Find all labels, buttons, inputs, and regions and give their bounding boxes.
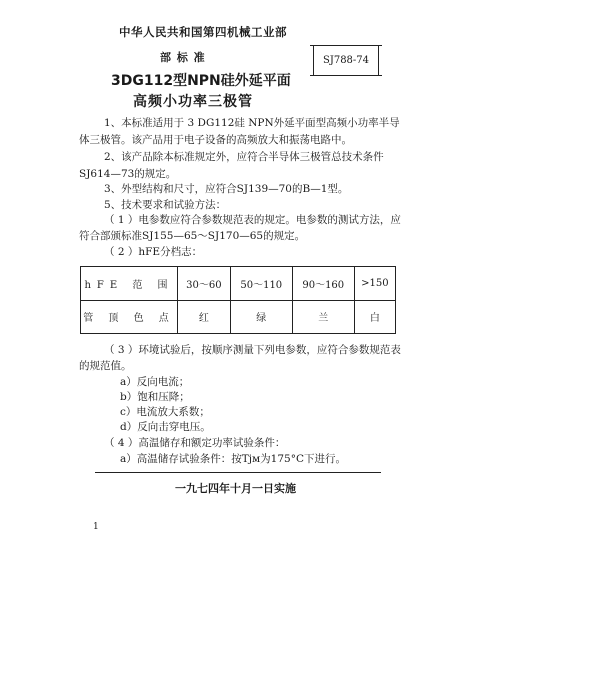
clause-1-line-1: 1、本标准适用于 3 DG112硅 NPN外延平面型高频小功率半导 [104, 117, 400, 129]
color-dot-cell: 红 [178, 300, 231, 334]
hfe-range-label: hFE 范 围 [81, 267, 178, 301]
clause-2-line-1: 2、该产品除本标准规定外，应符合半导体三极管总技术条件 [104, 151, 384, 163]
table-row [81, 267, 396, 301]
standard-code: SJ788-74 [322, 55, 370, 66]
clause-3: 3、外型结构和尺寸，应符合SJ139—70的B—1型。 [104, 183, 349, 195]
hfe-range-cell: 90～160 [292, 267, 354, 301]
list-item: a）反向电流； [120, 376, 190, 388]
hfe-range-cell: 50～110 [230, 267, 292, 301]
ministry-name: 中华人民共和国第四机械工业部 [119, 25, 287, 39]
color-dot-cell: 绿 [230, 300, 292, 334]
clause-1-line-2: 体三极管。该产品用于电子设备的高频放大和振荡电路中。 [79, 134, 352, 146]
color-dot-cell: 白 [354, 300, 395, 334]
standard-code-box [313, 45, 379, 76]
clause-5: 5、技术要求和试验方法： [104, 199, 227, 211]
clause-5-1-line-1: （ 1 ）电参数应符合参数规范表的规定。电参数的测试方法，应 [104, 214, 401, 226]
table-row [81, 300, 396, 334]
document-title-line-2: 高频小功率三极管 [133, 94, 253, 110]
document-title-line-1: 3DG112型NPN硅外延平面 [111, 73, 291, 89]
color-dot-label: 管 顶 色 点 [81, 300, 178, 334]
page-number: 1 [93, 522, 99, 532]
hfe-range-cell: 30～60 [178, 267, 231, 301]
clause-5-3-line-1: （ 3 ）环境试验后，按顺序测量下列电参数，应符合参数规范表 [104, 344, 401, 356]
clause-2-line-2: SJ614—73的规定。 [79, 168, 177, 180]
clause-5-1-line-2: 符合部颁标准SJ155—65～SJ170—65的规定。 [79, 230, 306, 242]
standard-level: 部 标 准 [160, 51, 205, 64]
clause-5-2: （ 2 ）hFE分档志： [104, 246, 203, 258]
clause-5-4: （ 4 ）高温储存和额定功率试验条件： [104, 437, 286, 449]
list-item: c）电流放大系数； [120, 406, 210, 418]
footer-divider [95, 472, 381, 473]
clause-5-3-line-2: 的规范值。 [79, 360, 132, 372]
clause-5-4-a: a）高温储存试验条件：按Tjм为175°C下进行。 [120, 453, 347, 465]
hfe-color-code-table [80, 266, 396, 334]
color-dot-cell: 兰 [292, 300, 354, 334]
list-item: b）饱和压降； [120, 391, 190, 403]
effective-date: 一九七四年十月一日实施 [175, 482, 296, 495]
hfe-range-cell: >150 [354, 267, 395, 301]
list-item: d）反向击穿电压。 [120, 421, 211, 433]
